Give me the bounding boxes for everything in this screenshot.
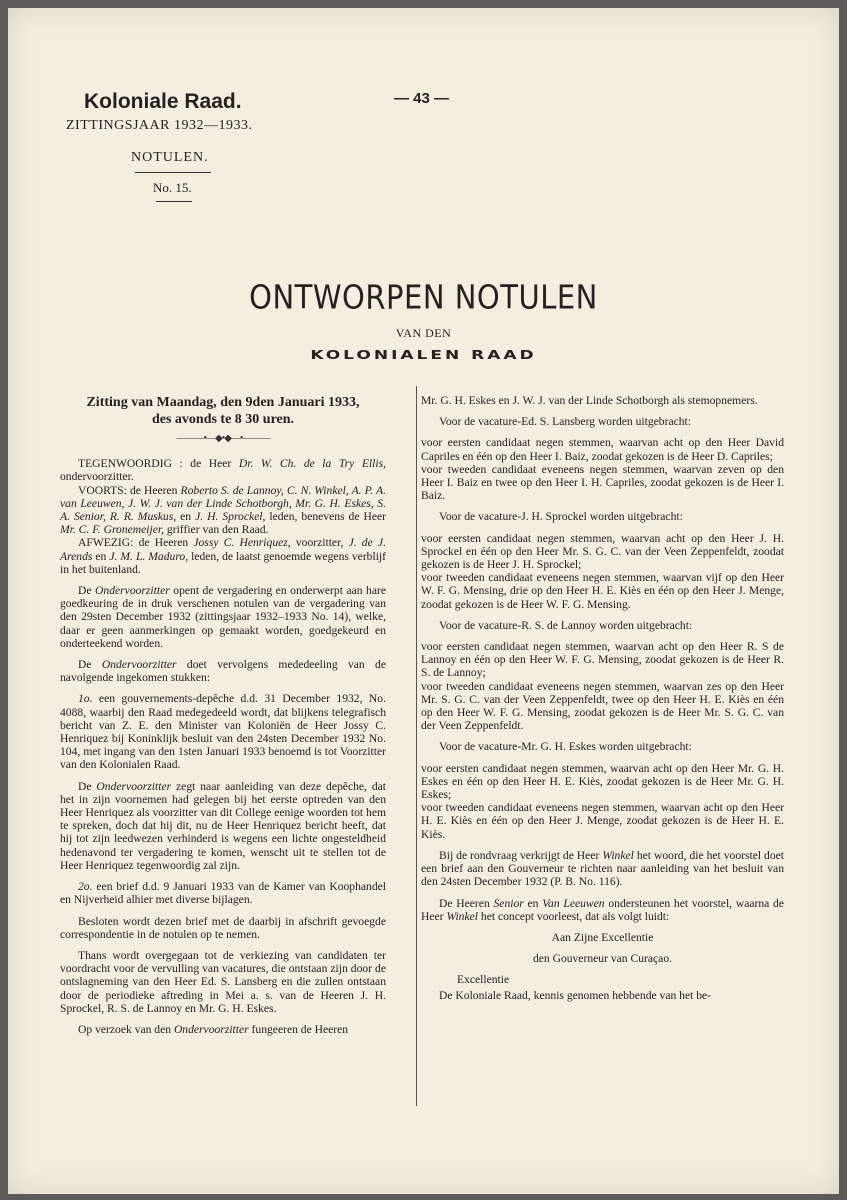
text: De [78, 584, 96, 598]
council-banner: KOLONIALEN RAAD [310, 347, 537, 363]
session-heading-line: Zitting van Maandag, den 9den Januari 1933, [86, 395, 360, 410]
issue-number: No. 15. [153, 180, 192, 195]
vote-result: voor tweeden candidaat eveneens negen stemmen, waarvan vijf op den Heer W. F. G. Mensing, drie op den Heer H. E. Kiès en één op den Heer J. Menge, zoodat gekozen is de Heer W. F. G. Mensing. [421, 571, 784, 611]
text: ondervoorzitter. [60, 470, 134, 484]
text: De Heeren [439, 896, 494, 910]
page-number: — 43 — [394, 90, 450, 107]
text: De [78, 658, 102, 672]
session-year: ZITTINGSJAAR 1932—1933. [66, 118, 253, 133]
attendance-absent [60, 536, 386, 576]
van-den-label: VAN DEN [395, 326, 452, 340]
text: leden, de laatst genoemde wegens verblijf in het buitenland. [60, 549, 387, 576]
text: Ondervoorzitter [95, 584, 170, 598]
text: VOORTS: de Heeren [78, 483, 181, 497]
ornament-divider: ———•—◆•◆—•——— [176, 433, 270, 444]
paragraph [60, 692, 386, 771]
vote-result: voor eersten candidaat negen stemmen, waarvan acht op den Heer Mr. G. H. Eskes en één op den Heer H. E. Kiès, zoodat gekozen is de Heer Mr. G. H. Eskes; [421, 761, 784, 802]
text: Roberto S. de Lannoy, C. N. Winkel, A. P. A. van Leeuwen, J. W. J. van der Linde Schotborgh, Mr. G. H. Eskes, S. A. Senior, R. R. Muskus, [60, 483, 386, 524]
paragraph [60, 880, 386, 906]
paragraph: Besloten wordt dezen brief met de daarbij in afschrift gevoegde correspondentie in de notulen op te nemen. [60, 914, 386, 941]
text: het concept voorleest, dat als volgt luidt: [478, 909, 670, 923]
text: en [523, 896, 543, 910]
text: ondersteunen het voorstel, waarna de Heer [421, 896, 784, 923]
text: opent de vergadering en onderwerpt aan hare goedkeuring de in druk verschenen notulen van de vergadering van den 29sten December 1932 (zittingsjaar 1932–1933 No. 14), welke, daar er geen aanmerkingen op gemaakt worden, goedgekeurd en onderteekend worden. [60, 584, 387, 650]
text: J. de J. Arends [60, 536, 386, 563]
text: Mr. C. F. Gronemeijer, [60, 523, 165, 537]
publication-title: Koloniale Raad. [84, 90, 242, 113]
vote-result: voor eersten candidaat negen stemmen, waarvan acht op den Heer J. H. Sprockel en één op den Heer Mr. S. G. C. van der Veen Zeppenfeldt, zoodat gekozen is de Heer J. H. Sprockel; [421, 531, 784, 572]
text: AFWEZIG: de Heeren [78, 536, 194, 550]
right-column [421, 394, 784, 1010]
text: De [78, 779, 97, 793]
document-page [8, 8, 839, 1194]
text: Op verzoek van den [78, 1022, 174, 1036]
paragraph [421, 897, 784, 923]
paragraph [60, 584, 386, 650]
paragraph: Thans wordt overgegaan tot de verkiezing van candidaten ter voordracht voor de vervulling van vacatures, die ontstaan zijn door de ontslagneming van den Heer Ed. S. Lansberg en die zullen ontstaan door de periodieke aftreding in Mei a. s. van de Heeren J. H. Sprockel, R. S. de Lannoy en Mr. G. H. Eskes. [60, 948, 386, 1015]
vote-result: voor tweeden candidaat eveneens negen stemmen, waarvan zeven op den Heer I. Baiz en twee op den Heer I. H. Capriles, zoodat gekozen is de Heer I. Baiz. [421, 462, 784, 503]
text: een gouvernements-depêche d.d. 31 December 1932, No. 4088, waarbij den Raad medegedeeld wordt, dat blijkens telegrafisch bericht van Z. E. den Minister van Koloniën de Heer Jossy C. Henriquez bij Koninklijk besluit van den 24sten December 1932 No. 104, met ingang van den 1sten Januari 1933 benoemd is tot Voorzitter van den Kolonialen Raad. [60, 692, 386, 772]
text: Senior [493, 896, 524, 910]
text: Jossy C. Henriquez, [193, 536, 291, 550]
vacancy-heading: Voor de vacature-Ed. S. Lansberg worden uitgebracht: [439, 415, 691, 429]
address-line: den Gouverneur van Curaçao. [532, 952, 673, 966]
left-column [60, 394, 386, 1044]
divider [156, 201, 192, 202]
paragraph [60, 1023, 386, 1036]
paragraph [60, 658, 386, 684]
vote-result: voor tweeden candidaat eveneens negen stemmen, waarvan zes op den Heer Mr. S. G. C. van der Veen Zeppenfeldt, twee op den Heer H. E. Kiès en één op den Heer W. F. G. Mensing, zoodat gekozen is de Heer Mr. S. G. C. van der Veen Zeppenfeldt. [421, 679, 784, 733]
session-heading-line: des avonds te 8 30 uren. [151, 412, 295, 427]
salutation: Excellentie [457, 973, 510, 987]
vacancy-heading: Voor de vacature-R. S. de Lannoy worden uitgebracht: [439, 618, 693, 632]
text: 2o. [78, 880, 93, 894]
text: TEGENWOORDIG : de Heer [78, 457, 239, 471]
text: griffier van den Raad. [164, 523, 269, 537]
text: Bij de rondvraag verkrijgt de Heer [439, 848, 603, 862]
text: Winkel [602, 848, 634, 862]
attendance-also [60, 484, 386, 537]
text: Ondervoorzitter [101, 658, 177, 672]
text: 1o. [78, 692, 93, 706]
paragraph: Mr. G. H. Eskes en J. W. J. van der Linde Schotborgh als stemopnemers. [421, 394, 758, 407]
vacancy-heading: Voor de vacature-Mr. G. H. Eskes worden uitgebracht: [439, 740, 692, 754]
vacancy-heading: Voor de vacature-J. H. Sprockel worden uitgebracht: [439, 510, 683, 524]
text: J. H. Sprockel, [195, 510, 266, 524]
vote-result: voor tweeden candidaat eveneens negen stemmen, waarvan acht op den Heer H. E. Kiès en één op den Heer J. Menge, zoodat gekozen is de Heer H. E. Kiès. [421, 801, 784, 841]
text: en [92, 549, 110, 563]
paragraph [421, 849, 784, 889]
text: Van Leeuwen [542, 896, 605, 910]
column-divider [416, 386, 417, 1106]
paragraph [60, 780, 386, 872]
text: Ondervoorzitter [96, 779, 172, 793]
text: Ondervoorzitter [173, 1022, 249, 1036]
divider [135, 172, 211, 173]
paragraph: De Koloniale Raad, kennis genomen hebbende van het be- [439, 988, 712, 1002]
text: en [176, 510, 196, 524]
session-heading [60, 394, 386, 428]
text: zegt naar aanleiding van deze depêche, dat het in zijn voornemen had gelegen bij het eerste optreden van den Heer Henriquez als voorzitter van dit College eenige woorden tot hem te spreken, doch dat hij dit, nu de Heer Henriquez bericht heeft, dat hij tot zijn leedwezen verhinderd is wegens een lichte ongesteldheid hedenavond ter vergadering te komen, wenscht uit te stellen tot de Heer Henriquez tegenwoordig zal zijn. [60, 779, 386, 872]
text: het woord, die het voorstel doet een brief aan den Gouverneur te richten naar aanleiding van het besluit van den 24sten December 1932 (P. B. No. 116). [421, 848, 784, 889]
text: fungeeren de Heeren [248, 1022, 349, 1036]
text: Winkel [446, 909, 478, 923]
notulen-label: NOTULEN. [131, 150, 209, 165]
text: een brief d.d. 9 Januari 1933 van de Kamer van Koophandel en Nijverheid alhier met diverse bijlagen. [60, 880, 386, 907]
text: leden, benevens de Heer [265, 510, 386, 524]
vote-result: voor eersten candidaat negen stemmen, waarvan acht op den Heer R. S de Lannoy en één op den Heer W. F. G. Mensing, zoodat gekozen is de Heer R. S. de Lannoy; [421, 640, 784, 680]
main-title: ONTWORPEN NOTULEN [249, 277, 598, 317]
text: J. M. L. Maduro, [109, 549, 189, 563]
text: voorzitter, [290, 536, 349, 550]
text: doet vervolgens mededeeling van de navolgende ingekomen stukken: [60, 658, 386, 685]
text: Dr. W. Ch. de la Try Ellis, [238, 457, 386, 471]
address-line: Aan Zijne Excellentie [551, 930, 654, 944]
attendance-present [60, 457, 386, 483]
vote-result: voor eersten candidaat negen stemmen, waarvan acht op den Heer David Capriles en één op den Heer I. Baiz, zoodat gekozen is de Heer D. Capriles; [421, 436, 784, 463]
